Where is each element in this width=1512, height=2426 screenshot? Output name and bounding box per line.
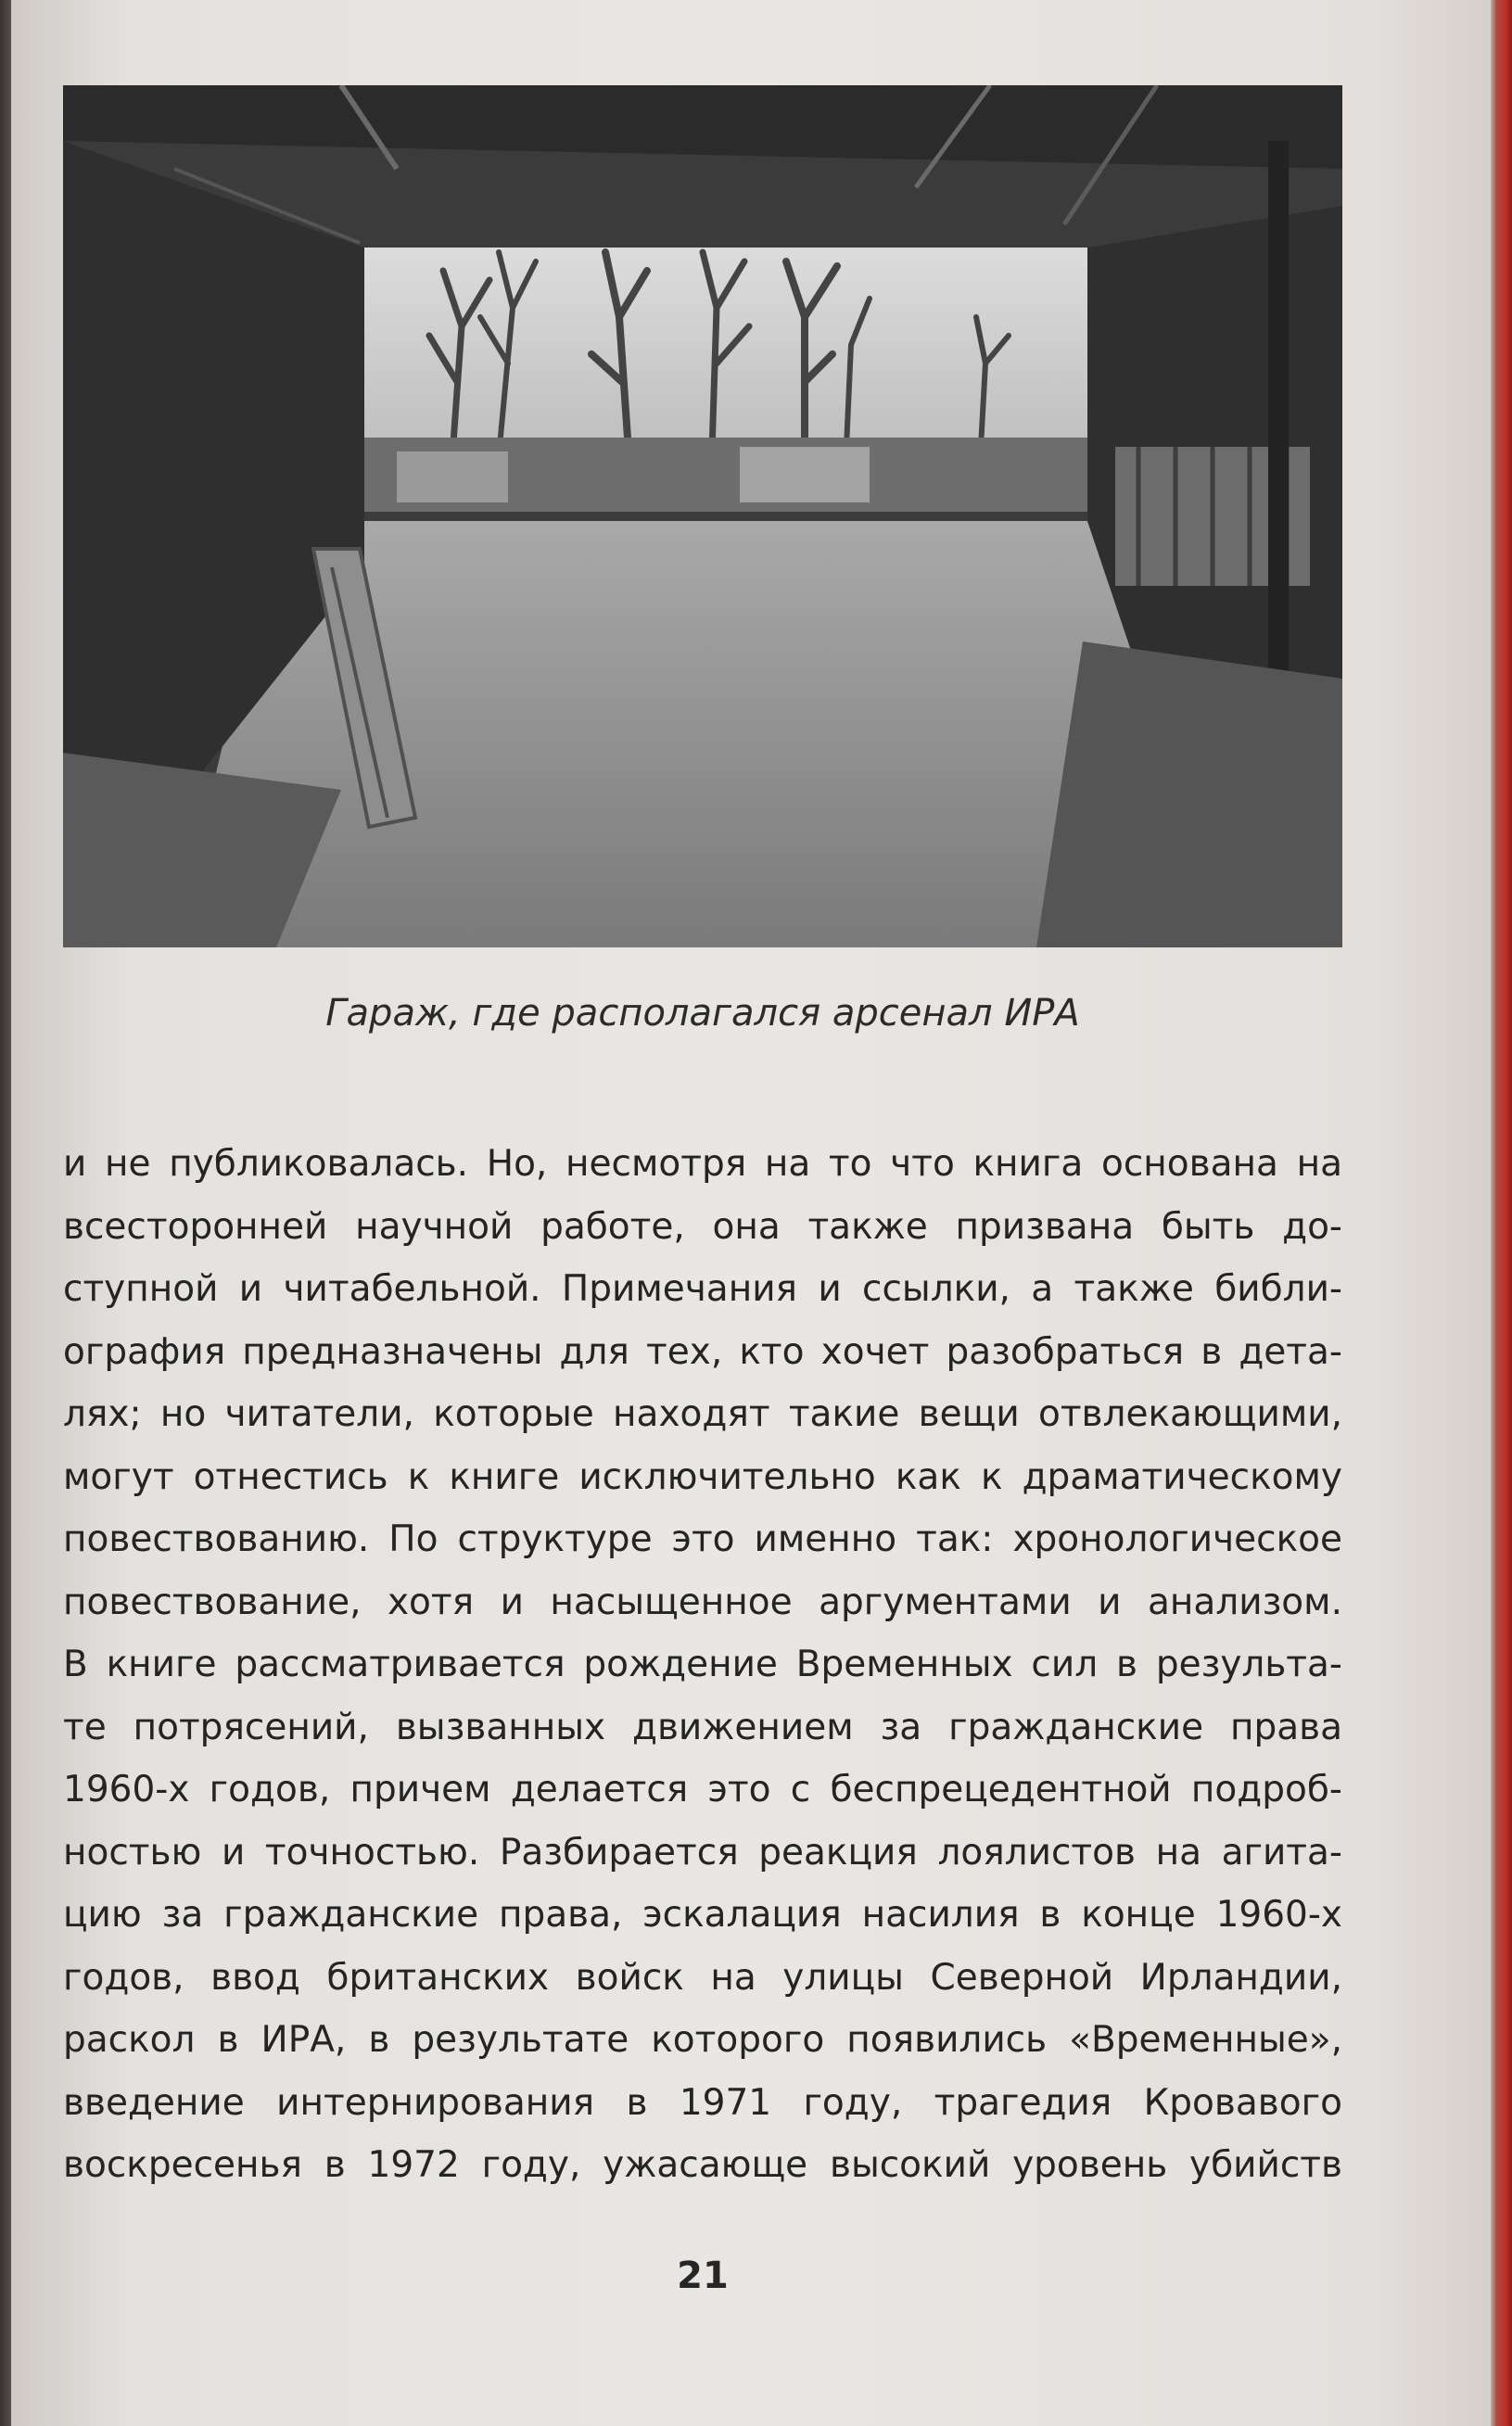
- text-line: введение интернирования в 1971 году, трагедия Кровавого: [63, 2081, 1342, 2124]
- text-line: повествованию. По структуре это именно так: хронологическое: [63, 1518, 1342, 1560]
- figure-caption: Гараж, где располагался арсенал ИРА: [325, 992, 1080, 1035]
- text-line: ностью и точностью. Разбирается реакция лоялистов на агита-: [63, 1831, 1342, 1873]
- text-line: лях; но читатели, которые находят такие вещи отвлекающими,: [63, 1393, 1342, 1435]
- text-line: повествование, хотя и насыщенное аргументами и анализом.: [63, 1581, 1342, 1623]
- text-line: те потрясений, вызванных движением за гражданские права: [63, 1706, 1342, 1748]
- page-number: 21: [677, 2255, 729, 2297]
- text-line: В книге рассматривается рождение Временных сил в результа-: [63, 1644, 1342, 1685]
- text-line: годов, ввод британских войск на улицы Северной Ирландии,: [63, 1956, 1342, 1999]
- text-line: всесторонней научной работе, она также призвана быть до-: [63, 1205, 1342, 1248]
- text-line: ступной и читабельной. Примечания и ссылки, а также библи-: [63, 1268, 1342, 1310]
- text-line: раскол в ИРА, в результате которого появились «Временные»,: [63, 2019, 1342, 2061]
- body-text: [63, 1133, 1342, 2197]
- text-line: воскресенья в 1972 году, ужасающе высокий уровень убийств: [63, 2144, 1342, 2186]
- garage-photo: [63, 85, 1342, 947]
- text-line: 1960-х годов, причем делается это с беспрецедентной подроб-: [63, 1769, 1342, 1810]
- book-page: [11, 0, 1491, 2426]
- book-cover-edge: [1490, 0, 1512, 2426]
- text-line: ография предназначены для тех, кто хочет разобраться в дета-: [63, 1330, 1342, 1373]
- text-line: могут отнестись к книге исключительно как к драматическому: [63, 1455, 1342, 1498]
- text-line: цию за гражданские права, эскалация насилия в конце 1960-х: [63, 1894, 1342, 1936]
- text-line: и не публиковалась. Но, несмотря на то что книга основана на: [63, 1143, 1342, 1185]
